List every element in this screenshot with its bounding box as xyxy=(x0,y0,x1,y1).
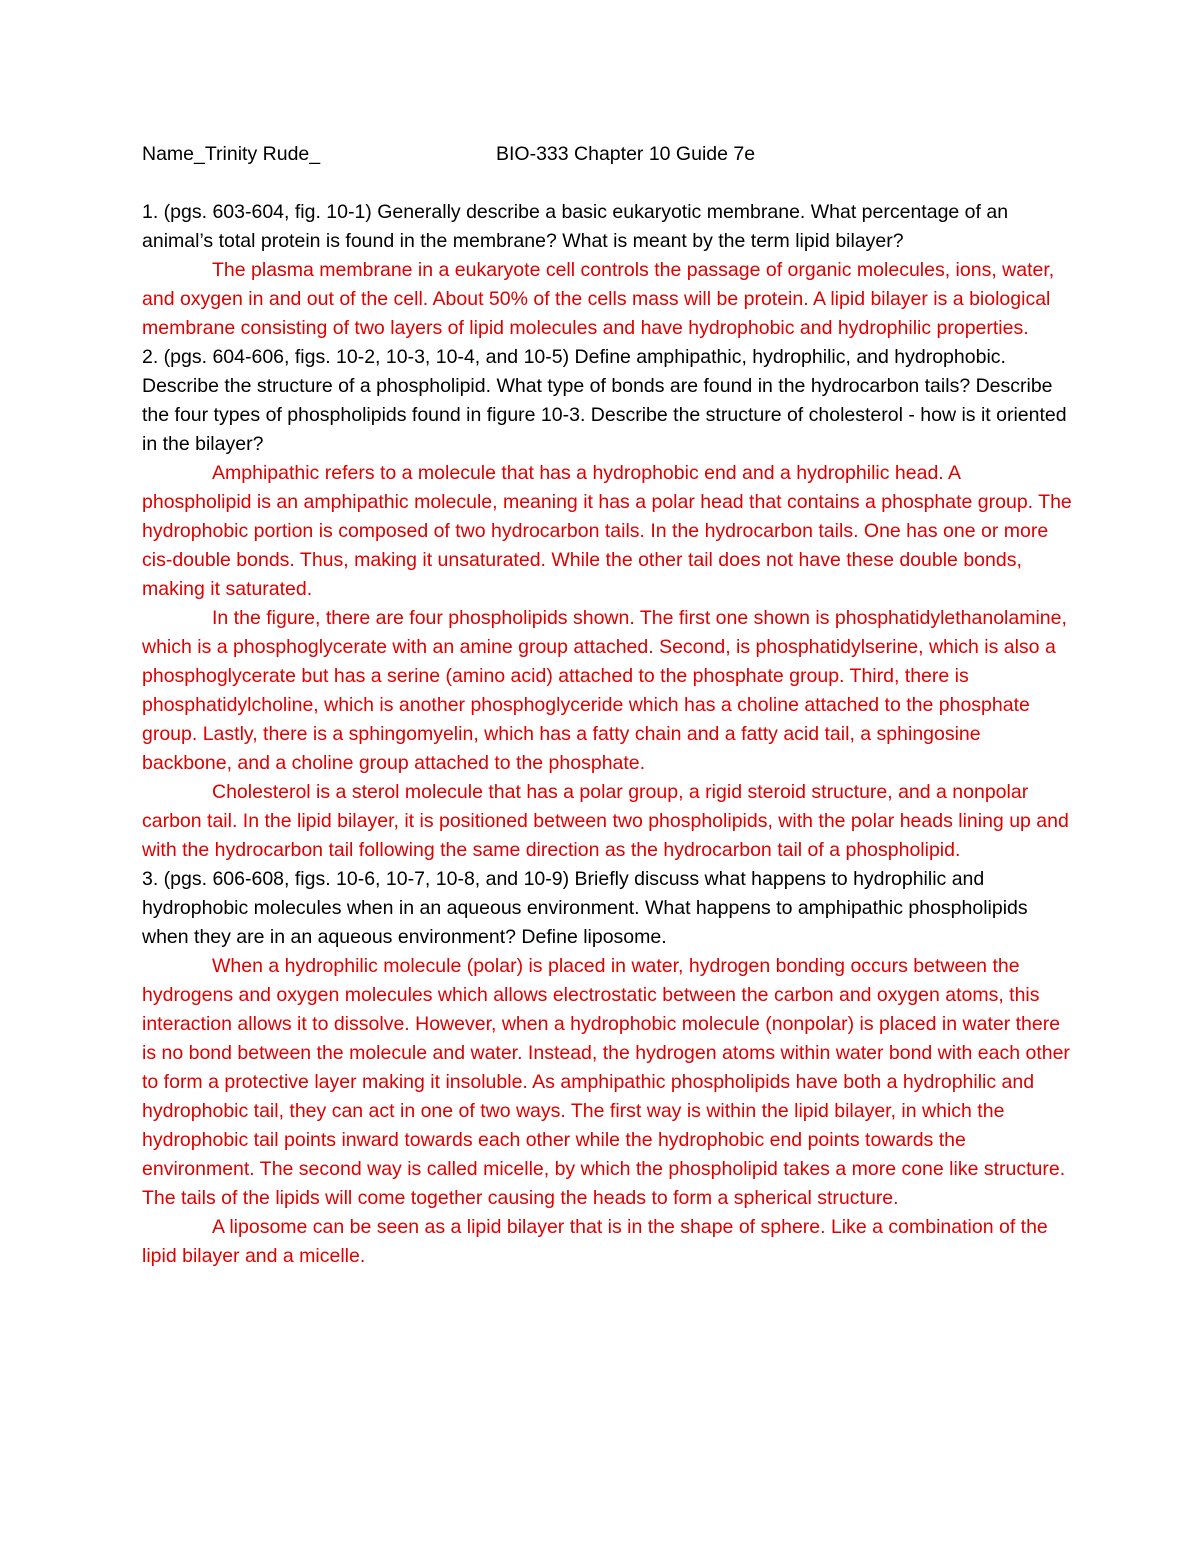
question-3: 3. (pgs. 606-608, figs. 10-6, 10-7, 10-8, and 10-9) Briefly discuss what happens to hydrophilic and hydrophobic molecules when in an aqueous environment. What happens to amphipathic phospholipids when they are in an aqueous environment? Define liposome. xyxy=(142,868,1028,948)
question-1: 1. (pgs. 603-604, fig. 10-1) Generally describe a basic eukaryotic membrane. What percentage of an animal’s total protein is found in the membrane? What is meant by the term lipid bilayer? xyxy=(142,201,1009,252)
question-2: 2. (pgs. 604-606, figs. 10-2, 10-3, 10-4, and 10-5) Define amphipathic, hydrophilic, and hydrophobic. Describe the structure of a phospholipid. What type of bonds are found in the hydrocarbon tails? Describe the four types of phospholipids found in figure 10-3. Describe the structure of cholesterol - how is it oriented in the bilayer? xyxy=(142,346,1067,455)
document-page xyxy=(142,140,1072,1271)
answer-3-part-1: When a hydrophilic molecule (polar) is placed in water, hydrogen bonding occurs between the hydrogens and oxygen molecules which allows electrostatic between the carbon and oxygen atoms, this interaction allows it to dissolve. However, when a hydrophobic molecule (nonpolar) is placed in water there is no bond between the molecule and water. Instead, the hydrogen atoms within water bond with each other to form a protective layer making it insoluble. As amphipathic phospholipids have both a hydrophilic and hydrophobic tail, they can act in one of two ways. The first way is within the lipid bilayer, in which the hydrophobic tail points inward towards each other while the hydrophobic end points towards the environment. The second way is called micelle, by which the phospholipid takes a more cone like structure. The tails of the lipids will come together causing the heads to form a spherical structure. xyxy=(142,955,1070,1209)
answer-2-part-1: Amphipathic refers to a molecule that has a hydrophobic end and a hydrophilic head. A phospholipid is an amphipathic molecule, meaning it has a polar head that contains a phosphate group. The hydrophobic portion is composed of two hydrocarbon tails. In the hydrocarbon tails. One has one or more cis-double bonds. Thus, making it unsaturated. While the other tail does not have these double bonds, making it saturated. xyxy=(142,462,1072,600)
answer-2-part-3: Cholesterol is a sterol molecule that has a polar group, a rigid steroid structure, and a nonpolar carbon tail. In the lipid bilayer, it is positioned between two phospholipids, with the polar heads lining up and with the hydrocarbon tail following the same direction as the hydrocarbon tail of a phospholipid. xyxy=(142,781,1069,861)
answer-1: The plasma membrane in a eukaryote cell controls the passage of organic molecules, ions, water, and oxygen in and out of the cell. About 50% of the cells mass will be protein. A lipid bilayer is a biological membrane consisting of two layers of lipid molecules and have hydrophobic and hydrophilic properties. xyxy=(142,259,1055,339)
answer-2-part-2: In the figure, there are four phospholipids shown. The first one shown is phosphatidylethanolamine, which is a phosphoglycerate with an amine group attached. Second, is phosphatidylserine, which is also a phosphoglycerate but has a serine (amino acid) attached to the phosphate group. Third, there is phosphatidylcholine, which is another phosphoglyceride which has a choline attached to the phosphate group. Lastly, there is a sphingomyelin, which has a fatty chain and a fatty acid tail, a sphingosine backbone, and a choline group attached to the phosphate. xyxy=(142,607,1067,774)
answer-3-part-2: A liposome can be seen as a lipid bilayer that is in the shape of sphere. Like a combination of the lipid bilayer and a micelle. xyxy=(142,1216,1048,1267)
student-name: Name_Trinity Rude_ xyxy=(142,143,321,165)
document-header xyxy=(142,140,1072,169)
course-title: BIO-333 Chapter 10 Guide 7e xyxy=(496,143,756,165)
